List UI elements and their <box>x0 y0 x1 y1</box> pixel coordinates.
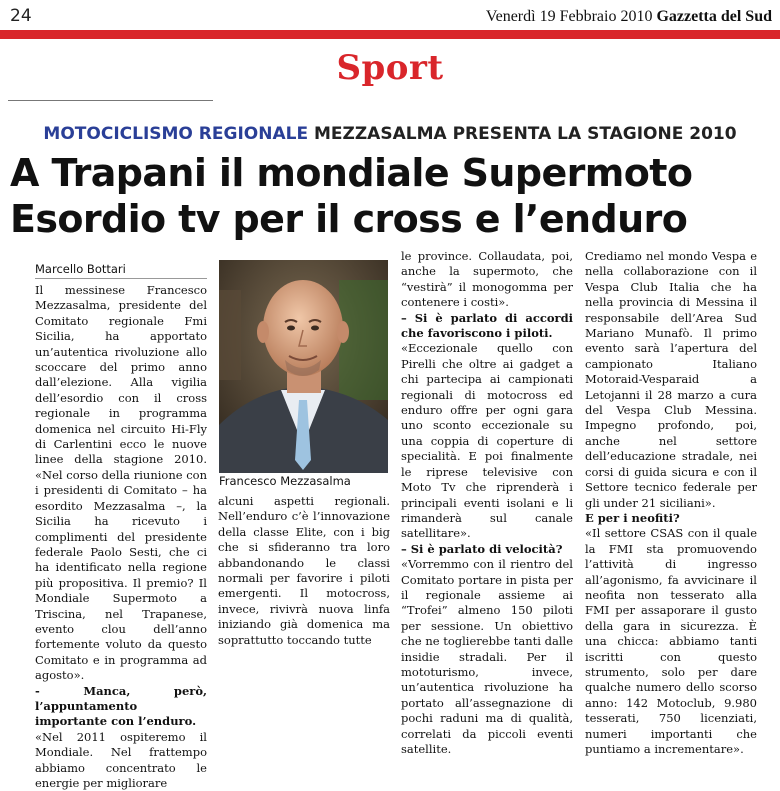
portrait-photo <box>219 260 388 473</box>
paragraph: «Nel 2011 ospiteremo il Mondiale. Nel frattempo abbiamo concentrato le energie per migliorare <box>35 729 207 790</box>
article-column-2 <box>218 494 390 648</box>
section-divider <box>8 100 213 101</box>
issue-date: Venerdì 19 Febbraio 2010 <box>485 8 653 25</box>
paragraph: alcuni aspetti regionali. Nell’enduro c’è l’innovazione della classe Elite, con i big che si sfideranno tra loro abbandonando le classi normali per favorire i piloti emergenti. Il motocross, invece, rivivrà nuova linfa iniziando già domenica ma soprattutto toccando tutte <box>218 494 390 647</box>
article-kicker: MEZZASALMA PRESENTA LA STAGIONE 2010 <box>314 124 737 144</box>
interview-question: - Manca, però, l’appuntamento importante con l’enduro. <box>35 683 207 729</box>
article-column-3 <box>401 249 573 757</box>
headline-line-1: A Trapani il mondiale Supermoto <box>10 151 693 195</box>
article-column-1 <box>35 283 207 791</box>
section-title: Sport <box>336 48 444 88</box>
paragraph: Il messinese Francesco Mezzasalma, presidente del Comitato regionale Fmi Sicilia, ha apportato un’autentica rivoluzione allo scoccare del primo anno dall’elezione. Alla vigilia dell’esordio con il cross regionale in programma domenica nel circuito Hi-Fly di Carlentini ecco le nuove linee della stagione 2010. «Nel corso della riunione con i presidenti di Comitato – ha esordito Mezzasalma –, la Sicilia ha ricevuto i complimenti del presidente federale Paolo Sesti, che ci ha identificato nella regione più propositiva. Il premio? Il Mondiale Supermoto a Triscina, nel Trapanese, evento clou dell’anno fortemente voluto da questo Comitato e in programma ad agosto». <box>35 283 207 683</box>
article-author: Marcello Bottari <box>35 262 126 276</box>
article-column-4 <box>585 249 757 757</box>
author-divider <box>35 278 207 279</box>
article-headline <box>10 150 780 242</box>
photo-caption: Francesco Mezzasalma <box>219 474 351 488</box>
paragraph: «Vorremmo con il rientro del Comitato portare in pista per il regionale assieme ai “Trofei” almeno 150 piloti per sessione. Un obiettivo che ne toglierebbe tanti dalle insidie stradali. Per il mototurismo, invece, un’autentica rivoluzione ha portato all’assegnazione di pochi raduni ma di qualità, correlati da piccoli eventi satellite. <box>401 557 573 756</box>
headline-line-2: Esordio tv per il cross e l’enduro <box>10 197 688 241</box>
interview-question: E per i neofiti? <box>585 510 680 525</box>
newspaper-name: Gazzetta del Sud <box>656 8 772 25</box>
paragraph: le province. Collaudata, poi, anche la supermoto, che “vestirà” il monogomma per contenere i costi». <box>401 249 573 310</box>
interview-question: – Si è parlato di velocità? <box>401 541 563 556</box>
interview-question: – Si è parlato di accordi che favoriscono i piloti. <box>401 310 573 341</box>
masthead <box>486 8 772 26</box>
paragraph: «Eccezionale quello con Pirelli che oltre ai gadget a chi partecipa ai campionati regionali di motocross ed enduro offre per ogni gara uno sconto eccezionale su una coppia di coperture di specialità. E poi finalmente le riprese televisive con Moto Tv che riprenderà i principali eventi isolani e li rimanderà sul canale satellitare». <box>401 341 573 541</box>
paragraph: «Il settore CSAS con il quale la FMI sta promuovendo l’attività di ingresso all’agonismo, fa avvicinare il neofita non tesserato alla FMI per assaporare il gusto della gara in sicurezza. È una chicca: abbiamo tanti iscritti con questo strumento, solo per dare qualche numero dello scorso anno: 142 Motoclub, 9.980 tesserati, 750 licenziati, numeri importanti che puntiamo a incrementare». <box>585 526 757 756</box>
portrait-illustration <box>219 260 388 473</box>
article-category: MOTOCICLISMO REGIONALE <box>43 124 309 144</box>
header-red-bar <box>0 30 780 39</box>
article-topline <box>0 124 780 144</box>
paragraph: Crediamo nel mondo Vespa e nella collaborazione con il Vespa Club Italia che ha nella provincia di Messina il responsabile dell’Area Sud Mariano Munafò. Il primo evento sarà l’apertura del campionato Italiano Motoraid-Vesparaid a Letojanni il 28 marzo a cura del Vespa Club Messina. Impegno profondo, poi, anche nel settore dell’educazione stradale, nei corsi di guida sicura e con il Settore tecnico federale per gli under 21 siciliani». <box>585 249 757 510</box>
page-number: 24 <box>10 6 32 26</box>
